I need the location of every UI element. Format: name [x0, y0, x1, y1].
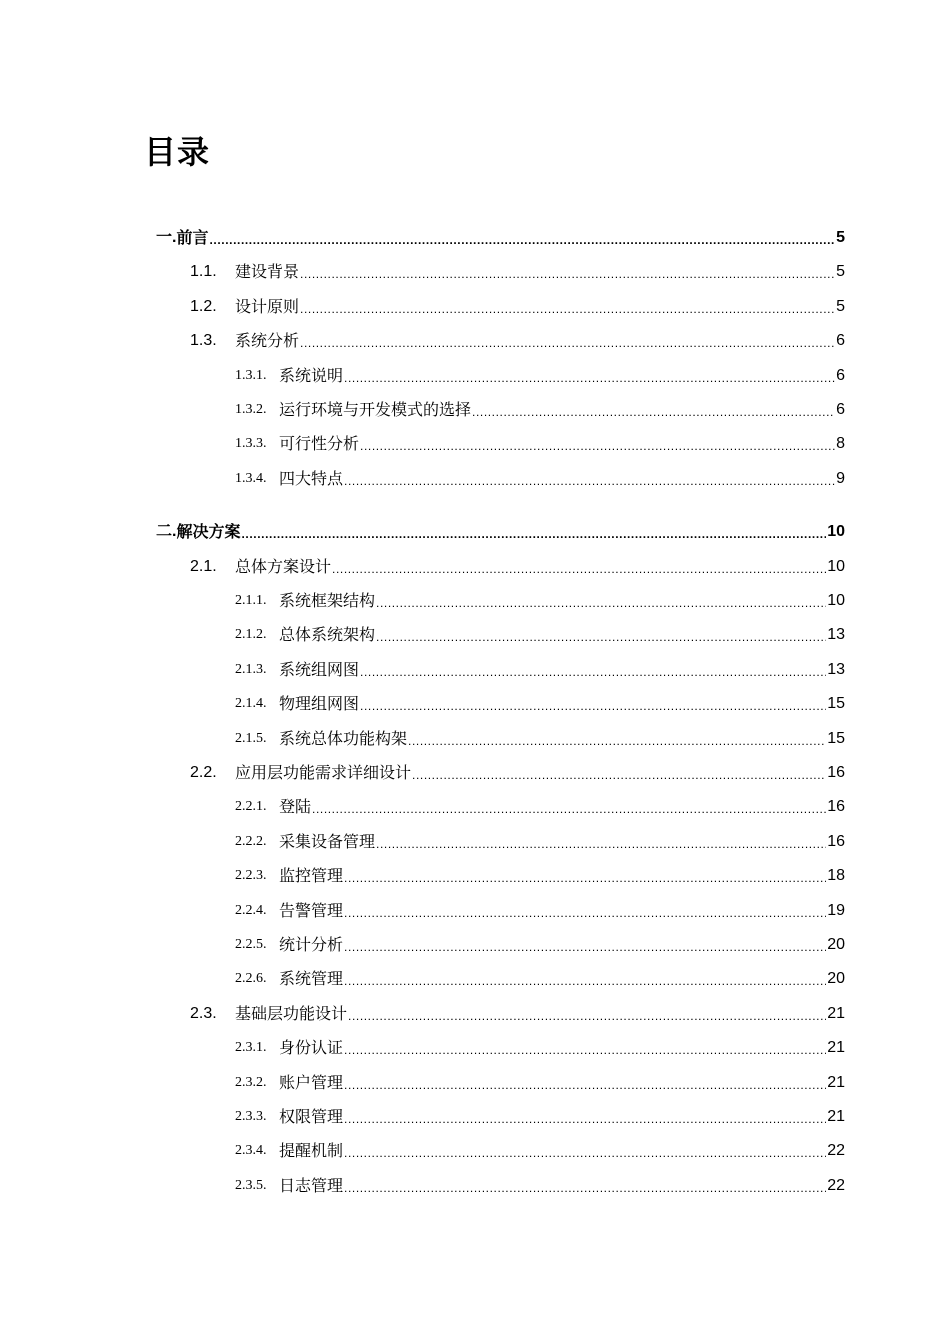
toc-entry-title: 系统框架结构: [279, 591, 376, 610]
toc-entry-title: 系统管理: [279, 969, 344, 988]
toc-dot-leader: [344, 901, 826, 921]
toc-entry-number: 2.2.3.: [235, 868, 267, 883]
toc-entry-title: 基础层功能设计: [235, 1004, 348, 1023]
toc-entry-number: 1.2.: [190, 298, 217, 315]
toc-entry-title: 统计分析: [279, 935, 344, 954]
toc-entry-page-number: 8: [836, 435, 845, 452]
toc-entry-title: 应用层功能需求详细设计: [235, 763, 412, 782]
toc-entry-number: 1.3.1.: [235, 368, 267, 383]
toc-entry-title: 监控管理: [279, 866, 344, 885]
toc-entry-page-number: 16: [827, 798, 845, 815]
toc-entry-number: 2.1.1.: [235, 593, 267, 608]
toc-entry-page-number: 21: [827, 1005, 845, 1022]
toc-entry-page-number: 15: [827, 695, 845, 712]
toc-entry-number: 1.3.4.: [235, 471, 267, 486]
toc-entry-page-number: 5: [836, 263, 845, 280]
toc-entry-page-number: 22: [827, 1177, 845, 1194]
toc-dot-leader: [360, 434, 835, 454]
toc-entry-page-number: 6: [836, 401, 845, 418]
toc-dot-leader: [348, 1004, 826, 1024]
toc-entry-number: 1.3.: [190, 332, 217, 349]
toc-dot-leader: [344, 1176, 826, 1196]
toc-dot-leader: [344, 866, 826, 886]
toc-entry-page-number: 16: [827, 833, 845, 850]
toc-entry-2-1-3[interactable]: [235, 658, 845, 680]
toc-entry-title: 解决方案: [176, 522, 241, 541]
toc-entry-number: 1.3.3.: [235, 436, 267, 451]
toc-entry-title: 四大特点: [279, 469, 344, 488]
toc-entry-title: 设计原则: [235, 297, 300, 316]
toc-entry-number: 2.3.: [190, 1005, 217, 1022]
toc-entry-page-number: 19: [827, 902, 845, 919]
toc-entry-number: 2.2.6.: [235, 971, 267, 986]
toc-dot-leader: [312, 797, 826, 817]
toc-entry-title: 系统总体功能构架: [279, 729, 408, 748]
toc-dot-leader: [344, 1107, 826, 1127]
toc-entry-page-number: 21: [827, 1074, 845, 1091]
toc-entry-1-3-1[interactable]: [235, 364, 845, 386]
toc-entry-number: 2.1.2.: [235, 627, 267, 642]
toc-entry-title: 告警管理: [279, 901, 344, 920]
toc-entry-title: 系统分析: [235, 331, 300, 350]
toc-entry-title: 总体系统架构: [279, 625, 376, 644]
toc-dot-leader: [344, 1073, 826, 1093]
toc-entry-page-number: 5: [836, 298, 845, 315]
toc-entry-title: 日志管理: [279, 1176, 344, 1195]
toc-entry-number: 2.3.1.: [235, 1040, 267, 1055]
toc-entry-number: 2.2.5.: [235, 937, 267, 952]
toc-entry-page-number: 10: [827, 592, 845, 609]
toc-entry-page-number: 21: [827, 1039, 845, 1056]
toc-entry-number: 2.1.: [190, 558, 217, 575]
toc-entry-number: 2.3.4.: [235, 1143, 267, 1158]
toc-dot-leader: [300, 331, 835, 351]
toc-entry-2-1-4[interactable]: [235, 692, 845, 714]
toc-entry-number: 1.1.: [190, 263, 217, 280]
toc-entry-page-number: 16: [827, 764, 845, 781]
toc-entry-2-2-4[interactable]: [235, 899, 845, 921]
toc-entry-number: 二.: [156, 523, 177, 540]
toc-entry-2-2-1[interactable]: [235, 795, 845, 817]
toc-entry-2-3-1[interactable]: [235, 1036, 845, 1058]
toc-dot-leader: [360, 660, 826, 680]
toc-entry-number: 2.2.: [190, 764, 217, 781]
toc-entry-page-number: 15: [827, 730, 845, 747]
toc-entry-page-number: 13: [827, 626, 845, 643]
toc-entry-2-1[interactable]: [190, 555, 845, 577]
toc-entry-title: 系统说明: [279, 366, 344, 385]
toc-entry-title: 权限管理: [279, 1107, 344, 1126]
toc-entry-2-1-1[interactable]: [235, 589, 845, 611]
toc-dot-leader: [376, 625, 826, 645]
toc-dot-leader: [344, 935, 826, 955]
toc-entry-number: 2.1.3.: [235, 662, 267, 677]
toc-entry-page-number: 18: [827, 867, 845, 884]
toc-entry-title: 运行环境与开发模式的选择: [279, 400, 472, 419]
toc-entry-2-2-6[interactable]: [235, 967, 845, 989]
toc-entry-2-3-4[interactable]: [235, 1139, 845, 1161]
toc-dot-leader: [344, 469, 835, 489]
toc-entry-page-number: 20: [827, 936, 845, 953]
toc-entry-2-1-2[interactable]: [235, 623, 845, 645]
toc-dot-leader: [344, 366, 835, 386]
toc-entry-2-1-5[interactable]: [235, 727, 845, 749]
toc-dot-leader: [360, 694, 826, 714]
toc-entry-number: 一.: [156, 229, 177, 246]
toc-entry-page-number: 10: [827, 523, 845, 540]
toc-entry-1-3[interactable]: [190, 329, 845, 351]
toc-entry-1-3-4[interactable]: [235, 467, 845, 489]
toc-entry-一[interactable]: [156, 226, 845, 248]
toc-dot-leader: [472, 400, 835, 420]
toc-entry-number: 2.2.4.: [235, 903, 267, 918]
toc-entry-page-number: 22: [827, 1142, 845, 1159]
toc-entry-2-2-2[interactable]: [235, 830, 845, 852]
toc-entry-1-1[interactable]: [190, 260, 845, 282]
toc-entry-number: 2.1.4.: [235, 696, 267, 711]
toc-entry-number: 2.1.5.: [235, 731, 267, 746]
toc-dot-leader: [412, 763, 826, 783]
toc-entry-2-2-5[interactable]: [235, 933, 845, 955]
toc-dot-leader: [376, 591, 826, 611]
toc-entry-number: 2.2.1.: [235, 799, 267, 814]
toc-entry-1-3-3[interactable]: [235, 432, 845, 454]
toc-entry-page-number: 20: [827, 970, 845, 987]
toc-entry-title: 采集设备管理: [279, 832, 376, 851]
toc-dot-leader: [241, 522, 826, 542]
toc-dot-leader: [344, 969, 826, 989]
toc-entry-page-number: 21: [827, 1108, 845, 1125]
toc-dot-leader: [300, 262, 835, 282]
toc-entry-page-number: 9: [836, 470, 845, 487]
toc-dot-leader: [344, 1038, 826, 1058]
toc-entry-title: 物理组网图: [279, 694, 360, 713]
toc-dot-leader: [408, 729, 826, 749]
toc-entry-2-3-3[interactable]: [235, 1105, 845, 1127]
toc-dot-leader: [376, 832, 826, 852]
toc-entry-title: 提醒机制: [279, 1141, 344, 1160]
toc-entry-title: 身份认证: [279, 1038, 344, 1057]
toc-dot-leader: [300, 297, 835, 317]
toc-entry-2-3[interactable]: [190, 1002, 845, 1024]
toc-entry-title: 前言: [176, 228, 209, 247]
toc-entry-title: 总体方案设计: [235, 557, 332, 576]
toc-entry-二[interactable]: [156, 520, 845, 542]
toc-dot-leader: [332, 557, 826, 577]
toc-entry-2-2-3[interactable]: [235, 864, 845, 886]
toc-entry-2-2[interactable]: [190, 761, 845, 783]
toc-entry-number: 2.3.2.: [235, 1075, 267, 1090]
toc-dot-leader: [344, 1141, 826, 1161]
toc-entry-title: 可行性分析: [279, 434, 360, 453]
toc-entry-1-3-2[interactable]: [235, 398, 845, 420]
toc-entry-page-number: 5: [836, 229, 845, 246]
toc-entry-page-number: 6: [836, 332, 845, 349]
toc-entry-page-number: 6: [836, 367, 845, 384]
toc-title: 目录: [144, 133, 211, 171]
toc-entry-title: 建设背景: [235, 262, 300, 281]
toc-dot-leader: [209, 228, 835, 248]
toc-entry-title: 账户管理: [279, 1073, 344, 1092]
toc-entry-1-2[interactable]: [190, 295, 845, 317]
toc-entry-title: 登陆: [279, 797, 312, 816]
toc-entry-number: 2.2.2.: [235, 834, 267, 849]
toc-entry-2-3-5[interactable]: [235, 1174, 845, 1196]
toc-entry-title: 系统组网图: [279, 660, 360, 679]
toc-entry-2-3-2[interactable]: [235, 1071, 845, 1093]
toc-entry-number: 2.3.3.: [235, 1109, 267, 1124]
toc-entry-page-number: 13: [827, 661, 845, 678]
toc-entry-number: 2.3.5.: [235, 1178, 267, 1193]
toc-entry-number: 1.3.2.: [235, 402, 267, 417]
toc-entry-page-number: 10: [827, 558, 845, 575]
